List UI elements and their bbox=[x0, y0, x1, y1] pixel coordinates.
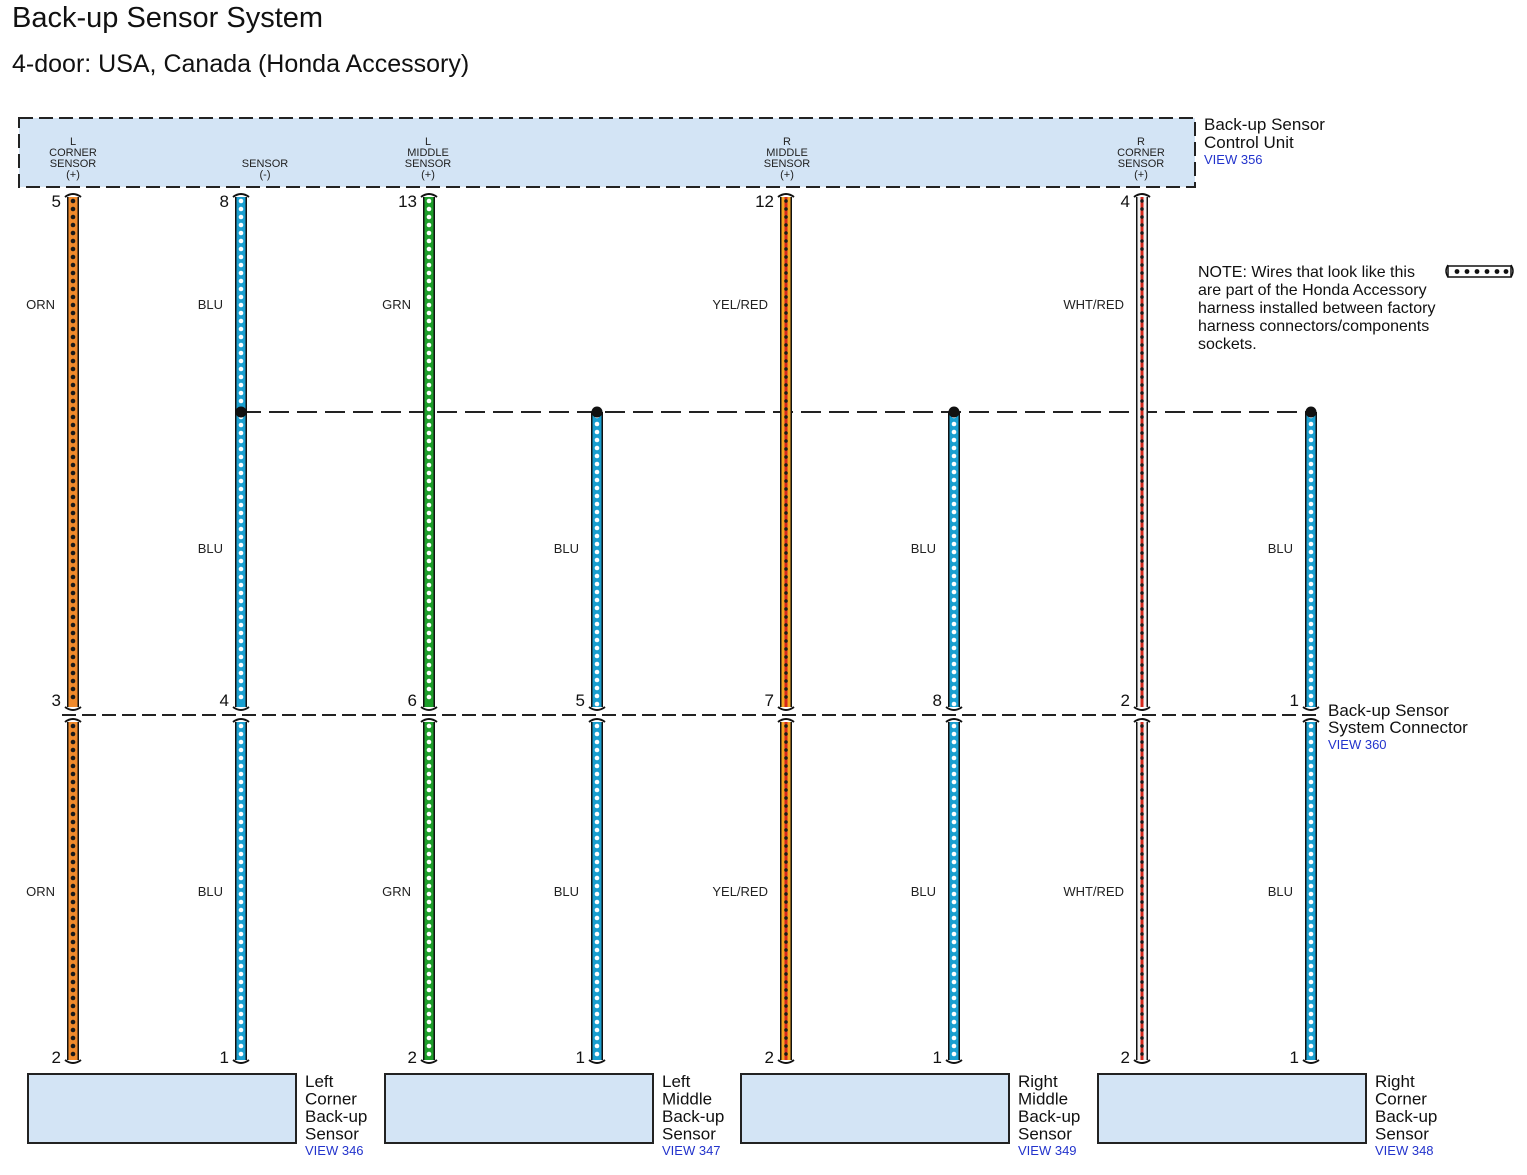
note-line-4: harness connectors/components bbox=[1198, 318, 1430, 335]
wire-segment bbox=[591, 412, 603, 707]
wire-color-label: BLU bbox=[910, 541, 936, 556]
top-pin-number: 13 bbox=[398, 192, 417, 211]
terminal-cap bbox=[1134, 707, 1150, 710]
terminal-cap bbox=[1134, 194, 1150, 197]
sensor-label-line: Sensor bbox=[1018, 1124, 1072, 1144]
top-pin-number: 5 bbox=[51, 192, 61, 211]
wire-segment bbox=[1136, 197, 1148, 707]
terminal-cap bbox=[233, 194, 249, 197]
terminal-cap bbox=[421, 707, 437, 710]
sensor-label-line: Right bbox=[1375, 1072, 1415, 1091]
wire-segment bbox=[1305, 412, 1317, 707]
terminal-cap bbox=[65, 194, 81, 197]
page-title: Back-up Sensor System bbox=[12, 2, 324, 34]
wire-segment bbox=[1136, 722, 1148, 1060]
connector-pin-number: 2 bbox=[1120, 691, 1130, 710]
connector-pin-number: 3 bbox=[51, 691, 61, 710]
connector-pin-number: 6 bbox=[407, 691, 417, 710]
note-line-1: NOTE: Wires that look like this bbox=[1198, 264, 1415, 281]
bottom-pin-number: 1 bbox=[219, 1048, 229, 1067]
terminal-cap bbox=[233, 707, 249, 710]
note-line-2: are part of the Honda Accessory bbox=[1198, 282, 1427, 299]
wire-segment bbox=[591, 722, 603, 1060]
sensor-label-line: Corner bbox=[1375, 1089, 1427, 1109]
sensor-box bbox=[1098, 1074, 1366, 1143]
control-unit-box bbox=[19, 118, 1195, 187]
sensor-view-link[interactable]: VIEW 349 bbox=[1018, 1143, 1077, 1158]
terminal-cap bbox=[1303, 707, 1319, 710]
control-unit-header-text: R bbox=[1137, 136, 1145, 148]
control-unit-header-text: (+) bbox=[421, 169, 435, 181]
sensor-view-link[interactable]: VIEW 346 bbox=[305, 1143, 364, 1158]
connector-pin-number: 4 bbox=[219, 691, 229, 710]
note-line-5: sockets. bbox=[1198, 336, 1257, 353]
bottom-pin-number: 1 bbox=[575, 1048, 585, 1067]
wire-segment bbox=[235, 722, 247, 1060]
wire-color-label: BLU bbox=[1267, 541, 1293, 556]
note-wire-sample-icon bbox=[1446, 265, 1513, 277]
wire-color-label: YEL/RED bbox=[712, 297, 768, 312]
sensor-label-line: Left bbox=[305, 1072, 334, 1091]
wire-segment bbox=[67, 722, 79, 1060]
sensor-view-link[interactable]: VIEW 347 bbox=[662, 1143, 721, 1158]
connector-pin-number: 8 bbox=[932, 691, 942, 710]
control-unit-header-text: L bbox=[424, 136, 432, 148]
terminal-cap bbox=[589, 719, 605, 722]
control-unit-header-text: SENSOR bbox=[404, 158, 452, 170]
sensor-label-line: Sensor bbox=[1375, 1124, 1429, 1144]
bottom-pin-number: 2 bbox=[764, 1048, 774, 1067]
sensors bbox=[28, 1072, 1437, 1158]
connector-pin-number: 5 bbox=[575, 691, 585, 710]
wire-segment bbox=[67, 197, 79, 707]
terminal-cap bbox=[421, 194, 437, 197]
terminal-cap bbox=[778, 707, 794, 710]
control-unit-header-text: L bbox=[69, 136, 77, 148]
junction-dot bbox=[592, 407, 603, 418]
connector-pin-number: 7 bbox=[764, 691, 774, 710]
wire-color-label: YEL/RED bbox=[712, 884, 768, 899]
terminal-cap bbox=[421, 1060, 437, 1063]
bottom-pin-number: 2 bbox=[407, 1048, 417, 1067]
terminal-cap bbox=[589, 1060, 605, 1063]
terminal-cap bbox=[778, 719, 794, 722]
wire-color-label: BLU bbox=[197, 884, 223, 899]
wire-color-label: BLU bbox=[910, 884, 936, 899]
bottom-pin-number: 2 bbox=[1120, 1048, 1130, 1067]
wire-segment bbox=[423, 722, 435, 1060]
sensor-label-line: Back-up bbox=[305, 1107, 368, 1126]
terminal-cap bbox=[778, 194, 794, 197]
sensor-component bbox=[1098, 1072, 1437, 1158]
wire-segment bbox=[423, 197, 435, 707]
control-unit-header-text: (+) bbox=[66, 169, 80, 181]
wire-color-label: GRN bbox=[382, 297, 411, 312]
wire-segment bbox=[235, 197, 247, 707]
terminal-cap bbox=[589, 707, 605, 710]
terminal-cap bbox=[1303, 719, 1319, 722]
sensor-label-line: Corner bbox=[305, 1089, 357, 1109]
sensor-component bbox=[385, 1072, 724, 1158]
terminal-cap bbox=[946, 1060, 962, 1063]
terminal-cap bbox=[65, 719, 81, 722]
control-unit-header-text: SENSOR bbox=[1117, 158, 1165, 170]
terminal-cap bbox=[1303, 1060, 1319, 1063]
sensor-component bbox=[28, 1072, 367, 1158]
top-pin-number: 8 bbox=[219, 192, 229, 211]
sensor-view-link[interactable]: VIEW 348 bbox=[1375, 1143, 1434, 1158]
sensor-label-line: Left bbox=[662, 1072, 691, 1091]
wire-color-label: BLU bbox=[553, 884, 579, 899]
wires bbox=[26, 192, 1319, 1067]
sensor-label-line: Sensor bbox=[305, 1124, 359, 1144]
terminal-cap bbox=[421, 719, 437, 722]
terminal-cap bbox=[65, 1060, 81, 1063]
connector-pin-number: 1 bbox=[1289, 691, 1299, 710]
control-unit-label-2: Control Unit bbox=[1204, 133, 1294, 152]
terminal-cap bbox=[946, 719, 962, 722]
wire-color-label: BLU bbox=[197, 541, 223, 556]
wire-segment bbox=[1305, 722, 1317, 1060]
control-unit-header-text: R bbox=[783, 136, 791, 148]
terminal-cap bbox=[778, 1060, 794, 1063]
terminal-cap bbox=[65, 707, 81, 710]
wire-color-label: ORN bbox=[26, 884, 55, 899]
control-unit-header-text: SENSOR bbox=[241, 158, 289, 170]
junction-dot bbox=[949, 407, 960, 418]
connector-label: Back-up Sensor bbox=[1328, 701, 1449, 720]
sensor-label-line: Back-up bbox=[1375, 1107, 1438, 1126]
wire-color-label: WHT/RED bbox=[1063, 884, 1124, 899]
control-unit-view-link[interactable]: VIEW 356 bbox=[1204, 152, 1263, 167]
control-unit-header-text: CORNER bbox=[1117, 147, 1165, 159]
terminal-cap bbox=[233, 1060, 249, 1063]
control-unit-header-text: SENSOR bbox=[49, 158, 97, 170]
bottom-pin-number: 2 bbox=[51, 1048, 61, 1067]
wire-segment bbox=[780, 197, 792, 707]
wire-segment bbox=[948, 412, 960, 707]
control-unit-header-text: (+) bbox=[780, 169, 794, 181]
terminal-cap bbox=[1134, 719, 1150, 722]
bottom-pin-number: 1 bbox=[932, 1048, 942, 1067]
sensor-component bbox=[741, 1072, 1080, 1158]
wire-color-label: GRN bbox=[382, 884, 411, 899]
junction-dot bbox=[236, 407, 247, 418]
connector-view-link[interactable]: VIEW 360 bbox=[1328, 737, 1387, 752]
junction-dot bbox=[1306, 407, 1317, 418]
connector-label-2: System Connector bbox=[1328, 718, 1468, 737]
sensor-label-line: Middle bbox=[1018, 1089, 1069, 1109]
control-unit-header-text: (-) bbox=[259, 169, 271, 181]
top-pin-number: 12 bbox=[755, 192, 774, 211]
control-unit-header-text: CORNER bbox=[49, 147, 97, 159]
note-line-3: harness installed between factory bbox=[1198, 300, 1436, 317]
control-unit-label: Back-up Sensor bbox=[1204, 115, 1325, 134]
control-unit-header-text: MIDDLE bbox=[407, 147, 449, 159]
sensor-box bbox=[741, 1074, 1009, 1143]
control-unit-header-text: MIDDLE bbox=[766, 147, 808, 159]
wire-segment bbox=[948, 722, 960, 1060]
terminal-cap bbox=[1134, 1060, 1150, 1063]
sensor-box bbox=[385, 1074, 653, 1143]
bottom-pin-number: 1 bbox=[1289, 1048, 1299, 1067]
sensor-label-line: Middle bbox=[662, 1089, 713, 1109]
wire-color-label: WHT/RED bbox=[1063, 297, 1124, 312]
top-pin-number: 4 bbox=[1120, 192, 1130, 211]
sensor-label-line: Back-up bbox=[1018, 1107, 1081, 1126]
control-unit-header-text: SENSOR bbox=[763, 158, 811, 170]
wire-color-label: BLU bbox=[553, 541, 579, 556]
sensor-label-line: Sensor bbox=[662, 1124, 716, 1144]
wire-color-label: BLU bbox=[1267, 884, 1293, 899]
page-subtitle: 4-door: USA, Canada (Honda Accessory) bbox=[12, 50, 470, 78]
wire-color-label: ORN bbox=[26, 297, 55, 312]
sensor-box bbox=[28, 1074, 296, 1143]
sensor-label-line: Right bbox=[1018, 1072, 1058, 1091]
control-unit-header-text: (+) bbox=[1134, 169, 1148, 181]
terminal-cap bbox=[233, 719, 249, 722]
terminal-cap bbox=[946, 707, 962, 710]
sensor-label-line: Back-up bbox=[662, 1107, 725, 1126]
wire-color-label: BLU bbox=[197, 297, 223, 312]
wire-segment bbox=[780, 722, 792, 1060]
